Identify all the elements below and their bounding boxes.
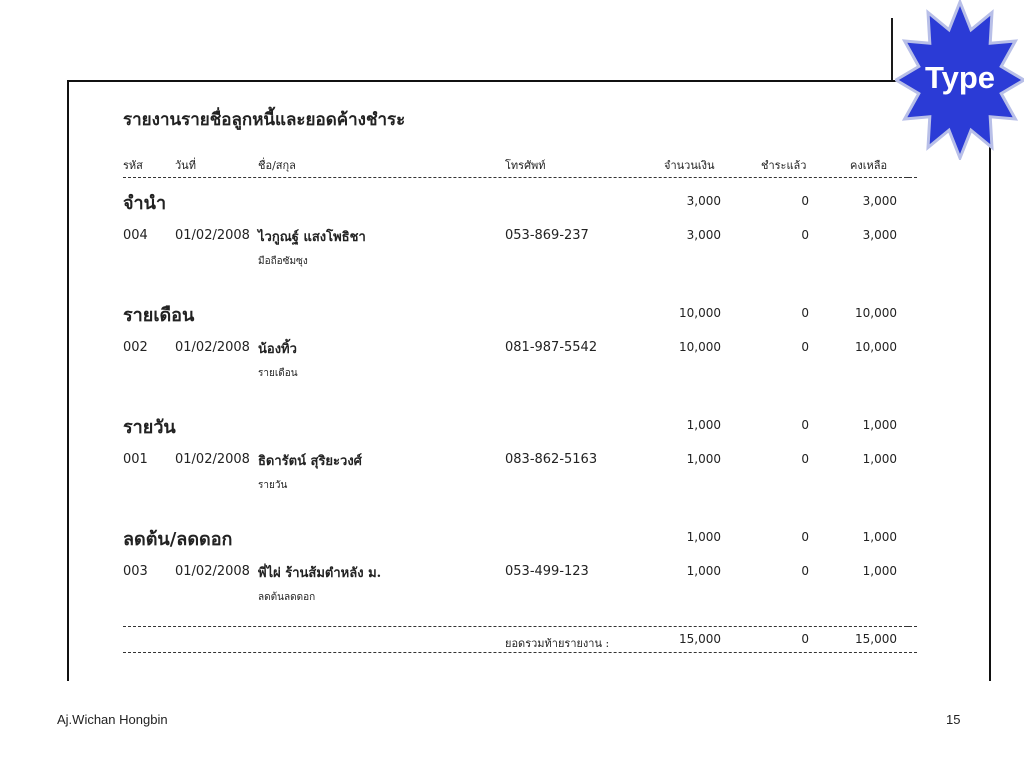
row-note: ลดต้นลดดอก [258, 592, 316, 603]
group-amount: 10,000 [679, 306, 721, 320]
group-paid: 0 [801, 306, 809, 320]
header-phone: โทรศัพท์ [505, 159, 546, 172]
row-paid: 0 [801, 228, 809, 242]
total-amount: 15,000 [679, 632, 721, 646]
row-phone: 083-862-5163 [505, 452, 598, 467]
group-name: ลดต้น/ลดดอก [123, 529, 233, 550]
row-name: พี่ไผ่ ร้านส้มตำหลัง ม. [258, 566, 382, 581]
header-balance: คงเหลือ [850, 159, 888, 172]
row-phone: 053-499-123 [505, 564, 589, 579]
row-amount: 1,000 [686, 564, 721, 578]
row-phone: 081-987-5542 [505, 340, 598, 355]
row-code: 002 [123, 340, 148, 355]
group-paid: 0 [801, 530, 809, 544]
row-balance: 1,000 [862, 452, 897, 466]
group-balance: 1,000 [862, 418, 897, 432]
separator-tick [905, 626, 911, 627]
total-paid: 0 [801, 632, 809, 646]
group-name: จำนำ [123, 193, 167, 214]
row-paid: 0 [801, 452, 809, 466]
row-amount: 3,000 [686, 228, 721, 242]
row-amount: 10,000 [679, 340, 721, 354]
row-name: ธิดารัตน์ สุริยะวงศ์ [258, 454, 362, 469]
footer-author: Aj.Wichan Hongbin [57, 712, 168, 727]
row-note: รายเดือน [258, 368, 298, 379]
group-amount: 3,000 [686, 194, 721, 208]
header-amount: จำนวนเงิน [664, 159, 715, 172]
row-name: น้องทิ้ว [258, 342, 297, 357]
row-date: 01/02/2008 [175, 452, 250, 467]
report-page [67, 80, 991, 681]
row-code: 003 [123, 564, 148, 579]
row-balance: 3,000 [862, 228, 897, 242]
row-note: มือถือซัมซุง [258, 256, 308, 267]
group-amount: 1,000 [686, 418, 721, 432]
group-paid: 0 [801, 418, 809, 432]
row-amount: 1,000 [686, 452, 721, 466]
group-balance: 1,000 [862, 530, 897, 544]
group-balance: 3,000 [862, 194, 897, 208]
header-paid: ชำระแล้ว [761, 159, 807, 172]
row-paid: 0 [801, 564, 809, 578]
slide-decor-line [891, 18, 893, 80]
separator-tick [905, 177, 911, 178]
row-phone: 053-869-237 [505, 228, 589, 243]
group-balance: 10,000 [855, 306, 897, 320]
report-title: รายงานรายชื่อลูกหนี้และยอดค้างชำระ [123, 110, 406, 130]
header-name: ชื่อ/สกุล [258, 159, 296, 172]
total-balance: 15,000 [855, 632, 897, 646]
badge-label: Type [924, 60, 996, 95]
row-code: 001 [123, 452, 148, 467]
header-date: วันที่ [175, 159, 196, 172]
header-separator [123, 177, 917, 178]
group-amount: 1,000 [686, 530, 721, 544]
row-code: 004 [123, 228, 148, 243]
row-paid: 0 [801, 340, 809, 354]
row-balance: 1,000 [862, 564, 897, 578]
total-separator-bottom [123, 652, 917, 653]
row-balance: 10,000 [855, 340, 897, 354]
total-separator-top [123, 626, 917, 627]
row-date: 01/02/2008 [175, 228, 250, 243]
total-label: ยอดรวมท้ายรายงาน : [505, 637, 610, 650]
row-name: ไวกูณฐ์ แสงโพธิชา [258, 230, 366, 245]
group-name: รายวัน [123, 417, 176, 438]
group-paid: 0 [801, 194, 809, 208]
group-name: รายเดือน [123, 305, 195, 326]
row-date: 01/02/2008 [175, 340, 250, 355]
footer-page-number: 15 [946, 712, 961, 727]
row-note: รายวัน [258, 480, 288, 491]
header-code: รหัส [123, 159, 143, 172]
row-date: 01/02/2008 [175, 564, 250, 579]
